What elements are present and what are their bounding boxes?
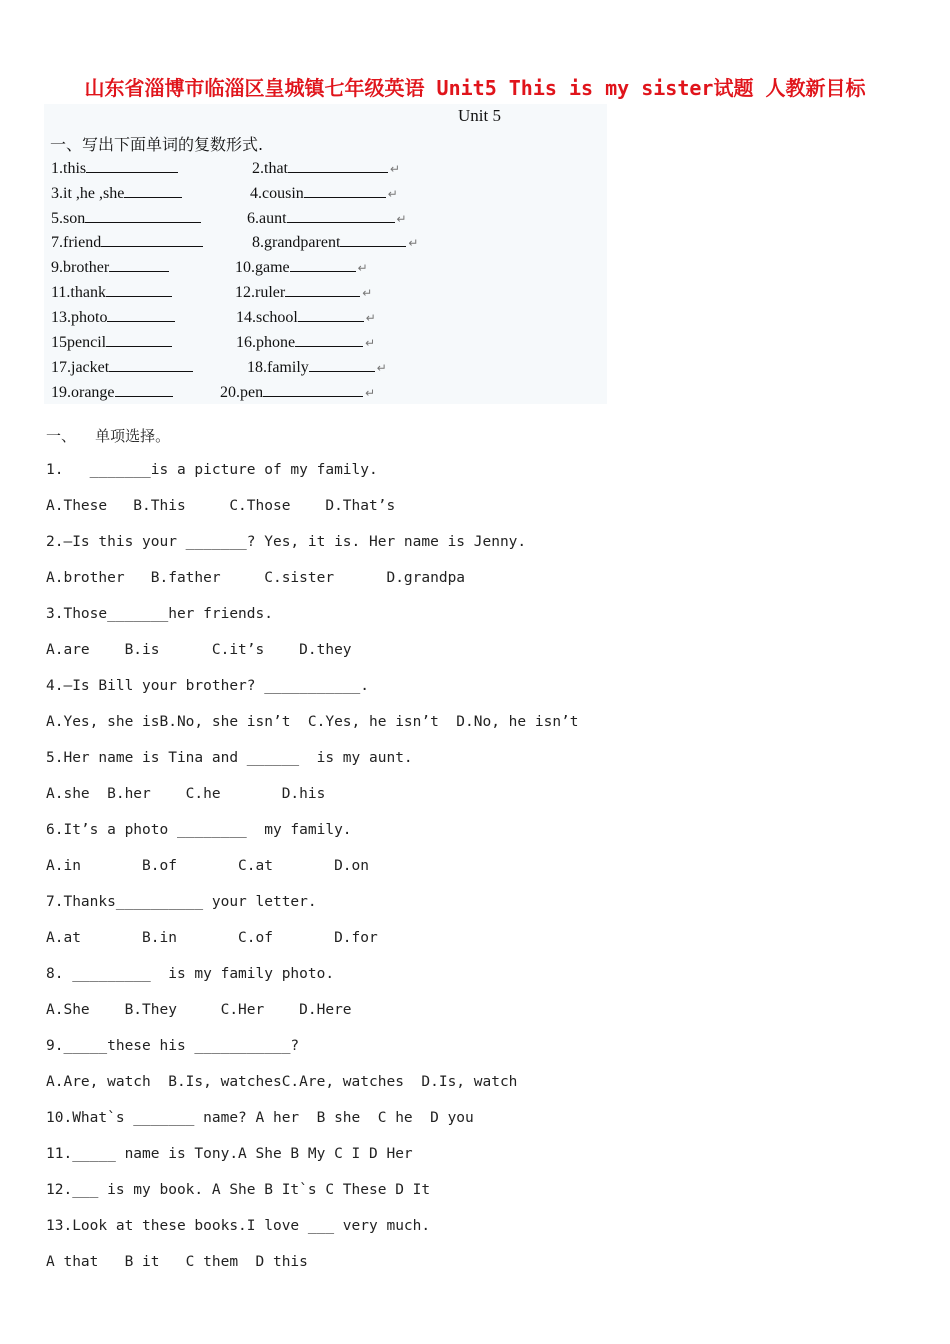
options-line: A.These B.This C.Those D.That’s: [46, 498, 396, 514]
word-item: 17.jacket: [51, 357, 193, 377]
word-item: 2.that ↵: [252, 160, 401, 177]
word-item: 18.family ↵: [247, 359, 387, 376]
question-line: 1. _______is a picture of my family.: [46, 462, 378, 478]
question-line: 12.___ is my book. A She B It`s C These D It: [46, 1182, 431, 1198]
question-line: 6.It’s a photo ________ my family.: [46, 822, 352, 838]
section2-heading: 一、 单项选择。: [46, 427, 171, 445]
word-item: 6.aunt ↵: [247, 210, 407, 227]
word-item: 3.it ,he ,she: [51, 183, 182, 203]
options-line: A.She B.They C.Her D.Here: [46, 1002, 352, 1018]
options-line: A.brother B.father C.sister D.grandpa: [46, 570, 466, 586]
word-item: 10.game ↵: [235, 259, 368, 276]
question-line: 13.Look at these books.I love ___ very much.: [46, 1218, 431, 1234]
word-item: 5.son: [51, 208, 201, 228]
word-item: 4.cousin ↵: [250, 185, 398, 202]
question-line: 4.—Is Bill your brother? ___________.: [46, 678, 370, 694]
document-title: 山东省淄博市临淄区皇城镇七年级英语 Unit5 This is my sister试题 人教新目标: [84, 76, 866, 100]
question-line: 10.What`s _______ name? A her B she C he D you: [46, 1110, 474, 1126]
section1-heading: 一、写出下面单词的复数形式.: [50, 135, 264, 154]
question-line: 9._____these his ___________?: [46, 1038, 300, 1054]
options-line: A.Yes, she isB.No, she isn’t C.Yes, he isn’t D.No, he isn’t: [46, 714, 579, 730]
word-item: 19.orange: [51, 382, 173, 402]
question-line: 3.Those_______her friends.: [46, 606, 273, 622]
question-line: 5.Her name is Tina and ______ is my aunt.: [46, 750, 413, 766]
word-item: 8.grandparent ↵: [252, 234, 419, 251]
word-item: 9.brother: [51, 257, 169, 277]
word-item: 15pencil: [51, 332, 172, 352]
options-line: A.at B.in C.of D.for: [46, 930, 378, 946]
word-item: 7.friend: [51, 232, 203, 252]
options-line: A.in B.of C.at D.on: [46, 858, 370, 874]
word-item: 20.pen ↵: [220, 384, 376, 401]
word-item: 1.this: [51, 158, 178, 178]
options-line: A.are B.is C.it’s D.they: [46, 642, 352, 658]
word-item: 11.thank: [51, 282, 172, 302]
options-line: A.she B.her C.he D.his: [46, 786, 326, 802]
options-line: A that B it C them D this: [46, 1254, 308, 1270]
word-item: 12.ruler ↵: [235, 284, 373, 301]
unit-label: Unit 5: [458, 106, 501, 125]
options-line: A.Are, watch B.Is, watchesC.Are, watches D.Is, watch: [46, 1074, 518, 1090]
question-line: 7.Thanks__________ your letter.: [46, 894, 317, 910]
word-item: 13.photo: [51, 307, 175, 327]
question-line: 11._____ name is Tony.A She B My C I D Her: [46, 1146, 413, 1162]
word-item: 16.phone ↵: [236, 334, 376, 351]
word-item: 14.school ↵: [236, 309, 376, 326]
question-line: 2.—Is this your _______? Yes, it is. Her name is Jenny.: [46, 534, 527, 550]
question-line: 8. _________ is my family photo.: [46, 966, 335, 982]
